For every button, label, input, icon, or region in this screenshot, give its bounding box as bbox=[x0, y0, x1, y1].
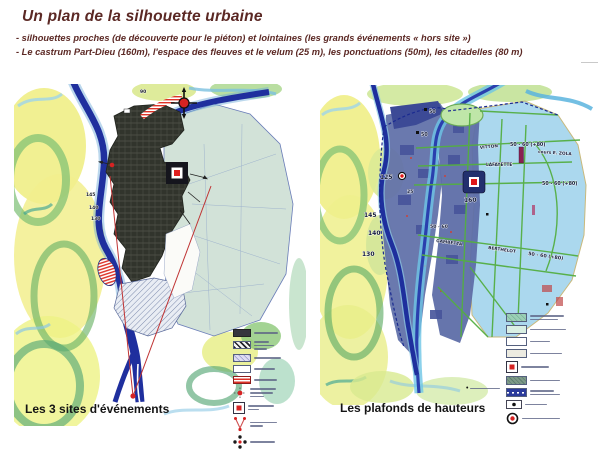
legend-label-lines bbox=[530, 389, 560, 396]
legend-item bbox=[233, 376, 303, 384]
legend-label-line bbox=[530, 315, 564, 317]
legend-label-line bbox=[250, 396, 264, 398]
legend-label-lines bbox=[525, 403, 547, 407]
legend-label-line bbox=[530, 390, 554, 392]
legend-item bbox=[506, 388, 598, 397]
legend-symbol bbox=[233, 387, 247, 399]
map-label: LAFAYETTE bbox=[486, 163, 513, 168]
map-label: 145 bbox=[364, 212, 377, 219]
part-dieu-symbol-icon bbox=[233, 402, 245, 414]
legend-label-lines bbox=[522, 417, 560, 421]
legend-label-lines bbox=[530, 352, 562, 356]
event-site-symbol-icon bbox=[233, 387, 247, 399]
legend-item bbox=[506, 376, 598, 385]
legend-label-lines bbox=[530, 328, 566, 332]
map-label: 125 bbox=[380, 174, 393, 181]
legend-item bbox=[233, 387, 303, 399]
legend-item bbox=[506, 325, 598, 334]
legend-symbol bbox=[506, 400, 522, 409]
summit-symbol-icon bbox=[506, 412, 519, 425]
legend-item bbox=[233, 340, 303, 351]
part-dieu-ceiling-marker bbox=[463, 171, 485, 193]
note-text-line bbox=[470, 388, 500, 390]
legend-label-lines bbox=[521, 365, 549, 369]
map-label: 25 bbox=[407, 190, 414, 195]
legend-item bbox=[506, 361, 598, 373]
legend-label-line bbox=[250, 388, 276, 390]
part-dieu-symbol-icon bbox=[506, 361, 518, 373]
legend-symbol bbox=[233, 402, 245, 414]
map-label: 50 - 60 (+80) bbox=[542, 182, 578, 187]
legend-swatch bbox=[233, 365, 251, 373]
map-label: 90 bbox=[140, 90, 147, 95]
legend-swatch bbox=[233, 341, 251, 349]
legend-label-line bbox=[522, 418, 560, 420]
map-label: 50 bbox=[421, 133, 428, 138]
legend-label-line bbox=[254, 348, 267, 350]
map-label: 140 bbox=[89, 206, 99, 211]
legend-label-line bbox=[530, 353, 562, 355]
bullet-line-2: - Le castrum Part-Dieu (160m), l'espace des fleuves et le velum (25 m), les ponctuations (50m), les citadelles (80 m) bbox=[16, 47, 523, 57]
bullet-line-1: - silhouettes proches (de découverte pour le piéton) et lointaines (les grands événements « hors site ») bbox=[16, 33, 471, 43]
legend-swatch bbox=[233, 354, 251, 362]
map-label: 50 - 60 (+80) bbox=[510, 143, 546, 148]
legend-swatch bbox=[233, 329, 251, 337]
legend-swatch bbox=[506, 313, 527, 322]
left-hills-west bbox=[14, 88, 106, 426]
legend-swatch bbox=[506, 325, 527, 334]
sight-lines-symbol-icon bbox=[233, 417, 247, 432]
map-label: cours E. ZOLA bbox=[537, 150, 572, 158]
legend-item bbox=[233, 402, 303, 414]
legend-item bbox=[233, 329, 303, 337]
left-map-caption: Les 3 sites d'événements bbox=[25, 402, 170, 416]
right-map-legend bbox=[506, 313, 598, 425]
map-label: 130 bbox=[362, 251, 375, 258]
note-bullet: • bbox=[466, 385, 469, 392]
legend-item bbox=[233, 354, 303, 362]
right-plain bbox=[470, 101, 586, 337]
legend-item bbox=[506, 313, 598, 322]
legend-item bbox=[506, 337, 598, 346]
legend-label-line bbox=[254, 357, 281, 359]
legend-item bbox=[506, 349, 598, 358]
legend-label-line bbox=[521, 366, 549, 368]
divider-line bbox=[581, 62, 598, 63]
legend-label-lines bbox=[530, 340, 550, 344]
legend-symbol bbox=[233, 435, 247, 449]
legend-label-line bbox=[525, 404, 547, 406]
small-map-chip bbox=[124, 109, 130, 113]
legend-label-lines bbox=[250, 421, 277, 428]
right-map-caption: Les plafonds de hauteurs bbox=[340, 401, 486, 415]
fourviere-summit-marker bbox=[398, 172, 405, 179]
page-title: Un plan de la silhouette urbaine bbox=[22, 8, 263, 25]
legend-item bbox=[233, 365, 303, 373]
legend-label-lines bbox=[254, 356, 281, 360]
legend-label-line bbox=[530, 380, 560, 382]
legend-swatch bbox=[506, 376, 527, 385]
zola-tower-marker bbox=[519, 147, 524, 163]
legend-label-line bbox=[530, 319, 558, 321]
map-label: 50 bbox=[429, 110, 436, 115]
map-label: 50 - 60 bbox=[430, 225, 448, 230]
legend-symbol bbox=[506, 412, 519, 425]
legend-label-line bbox=[248, 409, 259, 411]
legend-label-line bbox=[248, 405, 274, 407]
legend-label-lines bbox=[254, 367, 275, 371]
map-label: 50 - 60 (+80) bbox=[527, 252, 564, 262]
legend-label-line bbox=[254, 345, 274, 347]
legend-label-lines bbox=[254, 331, 278, 335]
legend-label-line bbox=[250, 425, 263, 427]
legend-swatch bbox=[506, 388, 527, 397]
legend-label-lines bbox=[254, 340, 274, 351]
ponctuelle-symbol-icon bbox=[506, 400, 522, 409]
dot-cluster-symbol-icon bbox=[233, 435, 247, 449]
legend-item bbox=[506, 400, 598, 409]
legend-label-line bbox=[254, 368, 275, 370]
legend-label-line bbox=[530, 341, 550, 343]
legend-label-lines bbox=[530, 314, 564, 321]
legend-label-lines bbox=[248, 404, 274, 411]
legend-swatch bbox=[233, 376, 251, 384]
legend-label-line bbox=[250, 392, 273, 394]
legend-label-lines bbox=[250, 387, 276, 398]
legend-item bbox=[506, 412, 598, 425]
legend-swatch bbox=[506, 337, 527, 346]
legend-symbol bbox=[233, 417, 247, 432]
map-label: VITTON bbox=[479, 144, 499, 151]
legend-label-lines bbox=[530, 379, 560, 383]
legend-label-lines bbox=[250, 440, 275, 444]
map-label: GAMBETTA bbox=[435, 239, 463, 248]
map-label: 160 bbox=[464, 197, 477, 204]
legend-symbol bbox=[506, 361, 518, 373]
legend-item bbox=[233, 435, 303, 449]
altitude-note bbox=[466, 385, 500, 392]
legend-swatch bbox=[506, 349, 527, 358]
map-label: 140 bbox=[368, 230, 381, 237]
legend-item bbox=[233, 417, 303, 432]
map-label: 130 bbox=[91, 217, 101, 222]
legend-label-lines bbox=[254, 378, 277, 382]
map-label: 145 bbox=[86, 193, 96, 198]
legend-label-line bbox=[254, 379, 277, 381]
legend-label-line bbox=[530, 394, 560, 396]
left-map-legend bbox=[233, 329, 303, 449]
legend-label-line bbox=[254, 341, 269, 343]
legend-label-line bbox=[250, 441, 275, 443]
legend-label-line bbox=[250, 422, 277, 424]
map-label: BERTHELOT bbox=[487, 246, 517, 255]
legend-label-line bbox=[530, 329, 566, 331]
legend-label-line bbox=[254, 332, 278, 334]
event-site-marker-south bbox=[130, 393, 135, 398]
